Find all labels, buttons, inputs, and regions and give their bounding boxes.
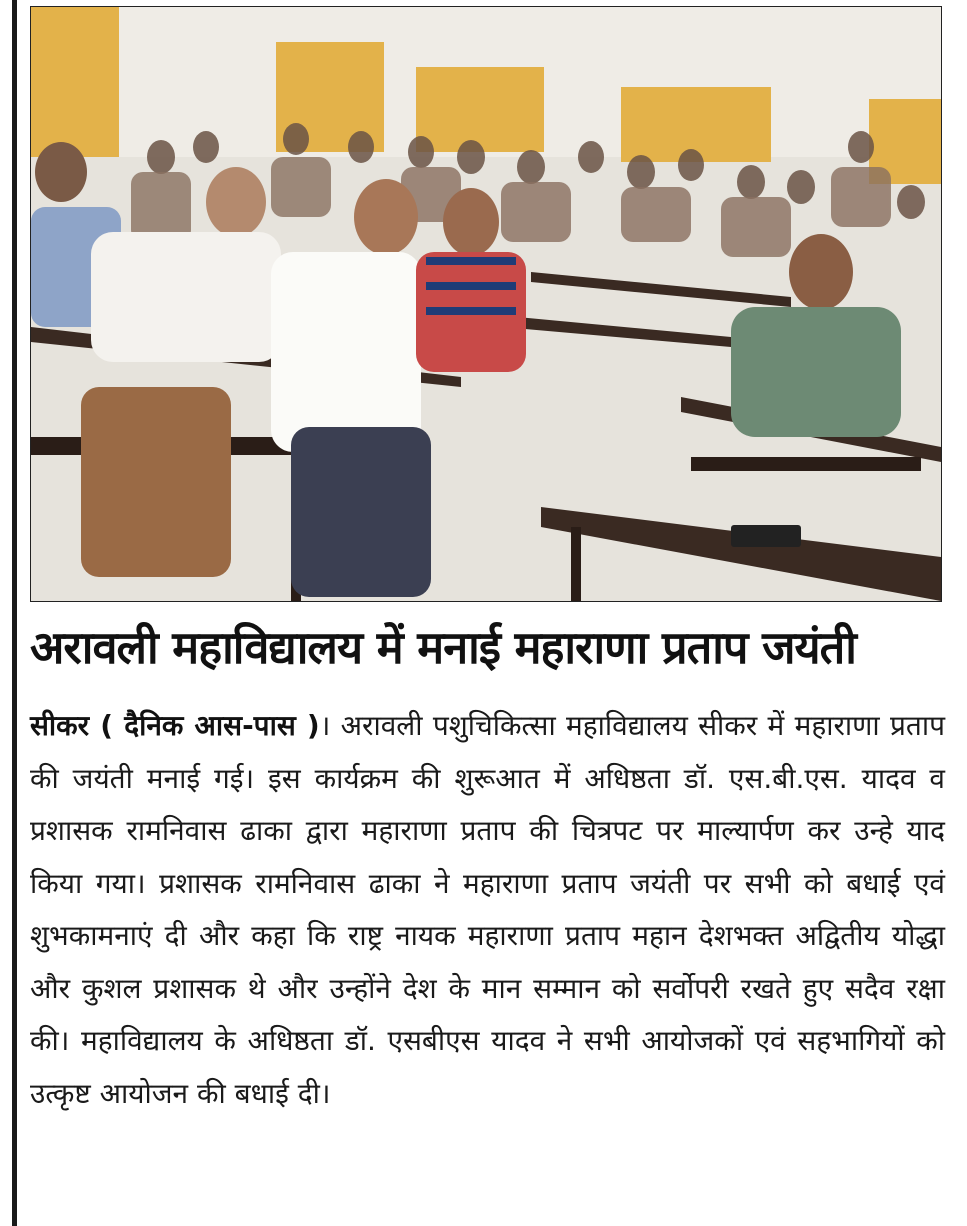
article-body [30, 700, 945, 1120]
article-dateline: सीकर ( दैनिक आस-पास ) [30, 709, 320, 742]
news-photo [30, 6, 942, 602]
article-text: । अरावली पशुचिकित्सा महाविद्यालय सीकर में महाराणा प्रताप की जयंती मनाई गई। इस कार्यक्रम की शुरूआत में अधिष्ठता डॉ. एस.बी.एस. यादव व प्रशासक रामनिवास ढाका द्वारा महाराणा प्रताप की चित्रपट पर माल्यार्पण कर उन्हे याद किया गया। प्रशासक रामनिवास ढाका ने महाराणा प्रताप जयंती पर सभी को बधाई एवं शुभकामनाएं दी और कहा कि राष्ट्र नायक महाराणा प्रताप महान देशभक्त अद्वितीय योद्धा और कुशल प्रशासक थे और उन्होंने देश के मान सम्मान को सर्वोपरी रखते हुए सदैव रक्षा की। महाविद्यालय के अधिष्ठता डॉ. एसबीएस यादव ने सभी आयोजकों एवं सहभागियों को उत्कृष्ट आयोजन की बधाई दी। [30, 709, 946, 1110]
column-rule [12, 0, 17, 1226]
article-headline: अरावली महाविद्यालय में मनाई महाराणा प्रताप जयंती [30, 621, 856, 674]
